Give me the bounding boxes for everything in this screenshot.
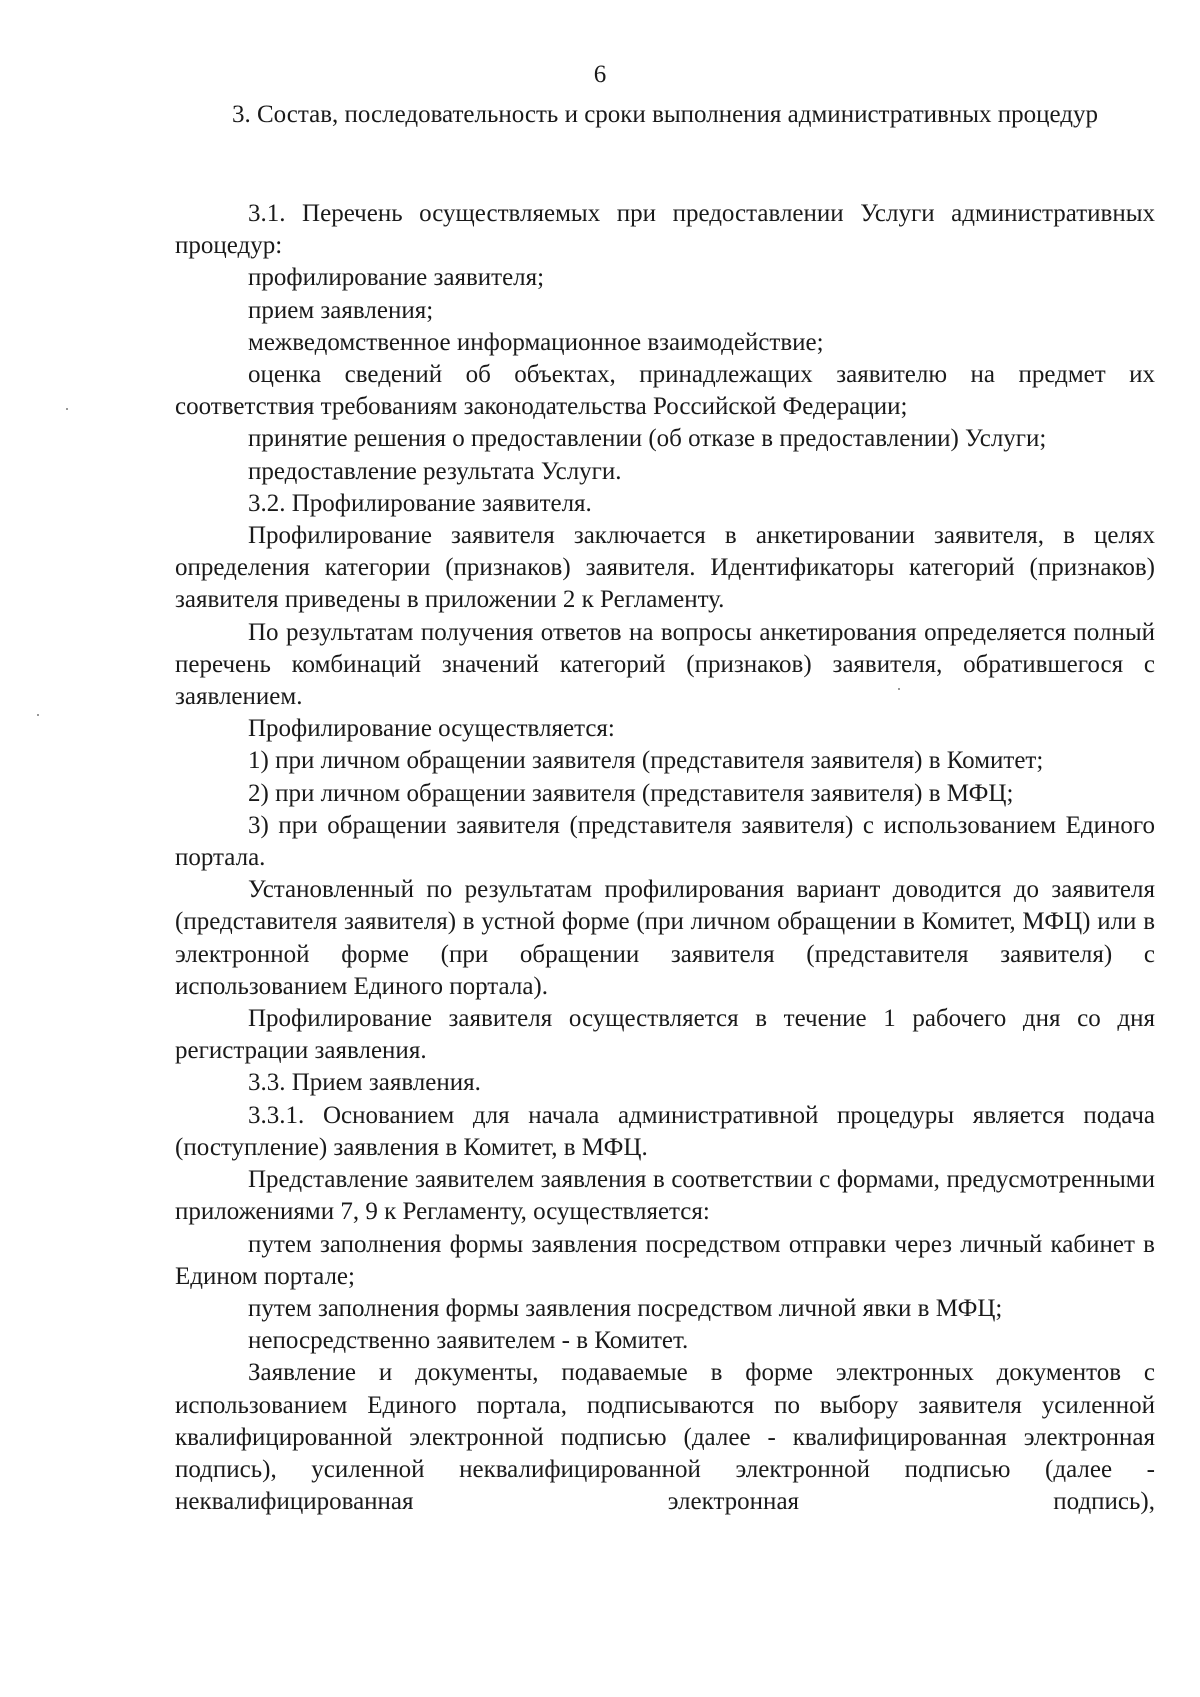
scan-speck: [66, 408, 68, 410]
list-item: путем заполнения формы заявления посредством отправки через личный кабинет в Едином портале;: [175, 1230, 1155, 1290]
paragraph: По результатам получения ответов на вопросы анкетирования определяется полный перечень комбинаций значений категорий (признаков) заявителя, обратившегося с заявлением.: [175, 618, 1155, 711]
list-item: профилирование заявителя;: [248, 264, 545, 292]
list-item: непосредственно заявителем - в Комитет.: [248, 1327, 689, 1355]
subsection-heading: 3.3. Прием заявления.: [248, 1069, 481, 1097]
list-item: предоставление результата Услуги.: [248, 457, 622, 485]
paragraph: Представление заявителем заявления в соответствии с формами, предусмотренными приложениями 7, 9 к Регламенту, осуществляется:: [175, 1166, 1155, 1226]
list-item: межведомственное информационное взаимодействие;: [248, 328, 824, 356]
list-item: оценка сведений об объектах, принадлежащих заявителю на предмет их соответствия требованиям законодательства Российской Федерации;: [175, 361, 1155, 421]
list-item: принятие решения о предоставлении (об отказе в предоставлении) Услуги;: [248, 425, 1047, 453]
list-item: 2) при личном обращении заявителя (представителя заявителя) в МФЦ;: [248, 779, 1014, 807]
list-item: путем заполнения формы заявления посредством личной явки в МФЦ;: [248, 1294, 1003, 1322]
paragraph: Профилирование заявителя заключается в анкетировании заявителя, в целях определения категории (признаков) заявителя. Идентификаторы категорий (признаков) заявителя приведены в приложении 2 к Регламенту.: [175, 522, 1155, 614]
list-item: прием заявления;: [248, 296, 434, 324]
page-number: 6: [593, 61, 607, 88]
document-body: [175, 198, 1155, 1518]
list-item: 3) при обращении заявителя (представителя заявителя) с использованием Единого портала.: [175, 811, 1155, 872]
paragraph: Заявление и документы, подаваемые в форме электронных документов с использованием Единого портала, подписываются по выбору заявителя усиленной квалифицированной электронной подписью (далее - квалифицированная электронная подпись), усиленной неквалифицированной электронной подписью (далее - неквалифицированная электронная подпись),: [175, 1359, 1155, 1516]
paragraph: 3.3.1. Основанием для начала административной процедуры является подача (поступление) заявления в Комитет, в МФЦ.: [175, 1101, 1155, 1161]
paragraph: Профилирование осуществляется:: [248, 715, 615, 743]
paragraph: Профилирование заявителя осуществляется в течение 1 рабочего дня со дня регистрации заявления.: [175, 1005, 1155, 1065]
section-title: 3. Состав, последовательность и сроки выполнения административных процедур: [231, 101, 1098, 128]
paragraph: Установленный по результатам профилирования вариант доводится до заявителя (представителя заявителя) в устной форме (при личном обращении в Комитет, МФЦ) или в электронной форме (при обращении заявителя (представителя заявителя) с использованием Единого портала).: [175, 876, 1155, 1000]
scan-speck: [37, 714, 39, 716]
paragraph: 3.1. Перечень осуществляемых при предоставлении Услуги административных процедур:: [175, 200, 1155, 260]
subsection-heading: 3.2. Профилирование заявителя.: [248, 489, 592, 517]
list-item: 1) при личном обращении заявителя (представителя заявителя) в Комитет;: [248, 747, 1044, 775]
scan-speck: [898, 688, 900, 690]
